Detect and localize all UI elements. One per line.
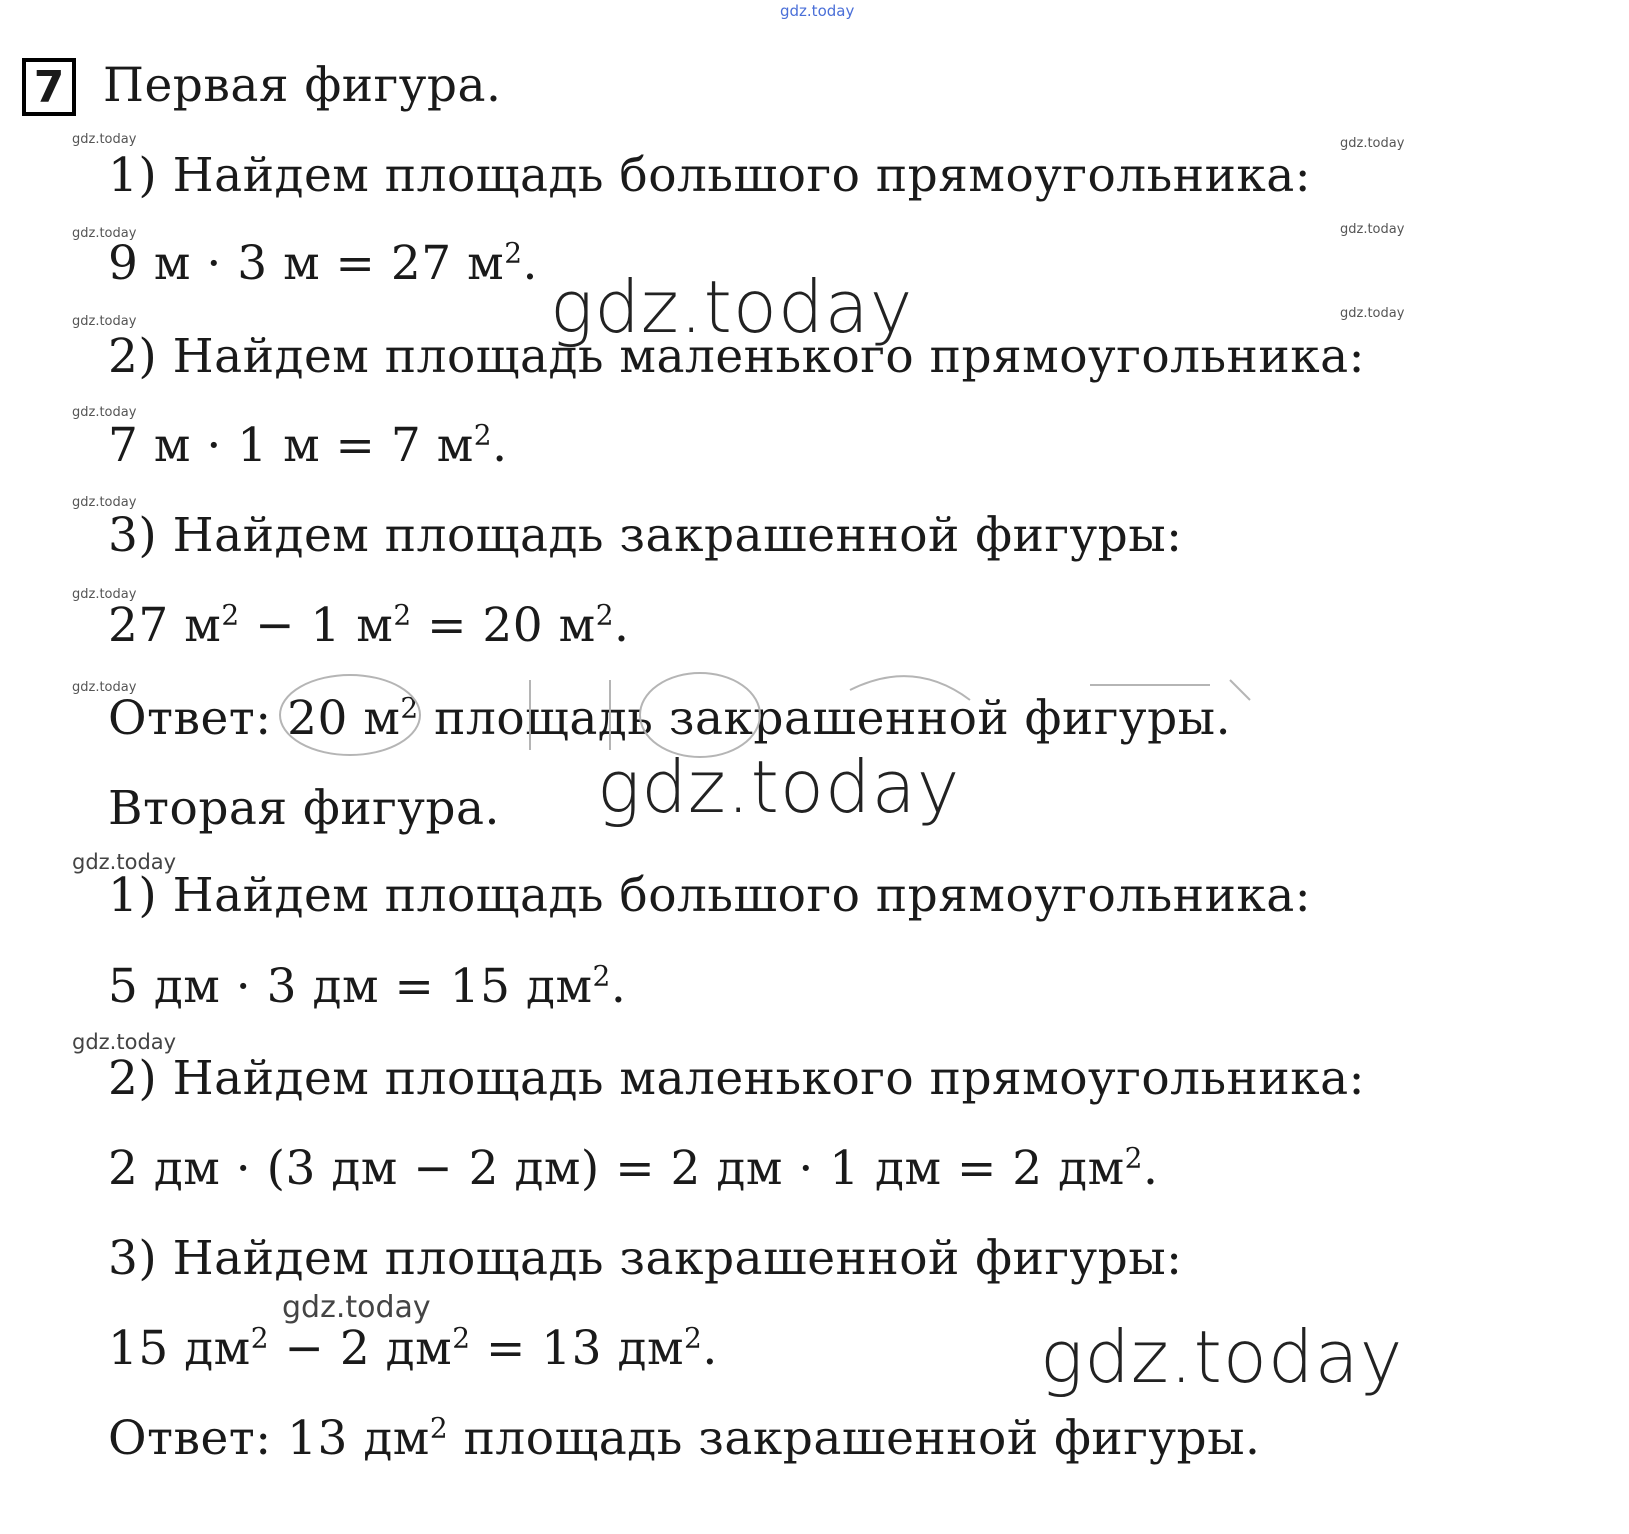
watermark: gdz.today — [72, 680, 137, 695]
watermark-large: gdz.today — [1040, 1315, 1404, 1399]
watermark: gdz.today — [780, 2, 855, 20]
figure2-step1-text: 1) Найдем площадь большого прямоугольника: — [108, 868, 1312, 923]
figure1-step2-text: 2) Найдем площадь маленького прямоугольника: — [108, 329, 1365, 384]
watermark: gdz.today — [1340, 136, 1405, 151]
watermark: gdz.today — [72, 226, 137, 241]
figure2-step3-text: 3) Найдем площадь закрашенной фигуры: — [108, 1231, 1183, 1286]
figure1-title: Первая фигура. — [103, 58, 502, 113]
figure2-title: Вторая фигура. — [108, 781, 500, 836]
figure2-step3-calc: 15 $дм^2 - 2$ $дм^2 = 13$ $дм^2$. — [108, 1321, 718, 1376]
watermark: gdz.today — [72, 1030, 177, 1054]
problem-number-badge: 7 — [22, 58, 76, 116]
watermark: gdz.today — [72, 405, 137, 420]
figure1-step1-text: 1) Найдем площадь большого прямоугольника: — [108, 148, 1312, 203]
watermark: gdz.today — [72, 495, 137, 510]
figure1-step3-calc: 27 $м^2 - 1$ $м^2 = 20$ $м^2$. — [108, 598, 630, 653]
watermark: gdz.today — [72, 132, 137, 147]
figure2-answer: Ответ: 13 $дм^2$ площадь закрашенной фигуры. — [108, 1411, 1261, 1466]
figure1-step1-calc: 9 м · 3 м = 27 $м^2$. — [108, 236, 538, 291]
watermark: gdz.today — [282, 1290, 431, 1325]
figure2-step2-text: 2) Найдем площадь маленького прямоугольника: — [108, 1051, 1365, 1106]
figure2-step1-calc: 5 дм · 3 дм = 15 $дм^2$. — [108, 959, 627, 1014]
watermark: gdz.today — [72, 314, 137, 329]
watermark-large: gdz.today — [550, 265, 914, 349]
watermark: gdz.today — [1340, 222, 1405, 237]
figure2-step2-calc: 2 дм · (3 дм − 2 дм) = 2 дм · 1 дм = 2 $дм^2$. — [108, 1141, 1159, 1196]
watermark-large: gdz.today — [597, 745, 961, 829]
figure1-step2-calc: 7 м · 1 м = 7 $м^2$. — [108, 418, 508, 473]
watermark: gdz.today — [1340, 306, 1405, 321]
figure1-answer: Ответ: 20 $м^2$ площадь закрашенной фигуры. — [108, 691, 1232, 746]
watermark: gdz.today — [72, 850, 177, 874]
figure1-step3-text: 3) Найдем площадь закрашенной фигуры: — [108, 508, 1183, 563]
watermark: gdz.today — [72, 587, 137, 602]
